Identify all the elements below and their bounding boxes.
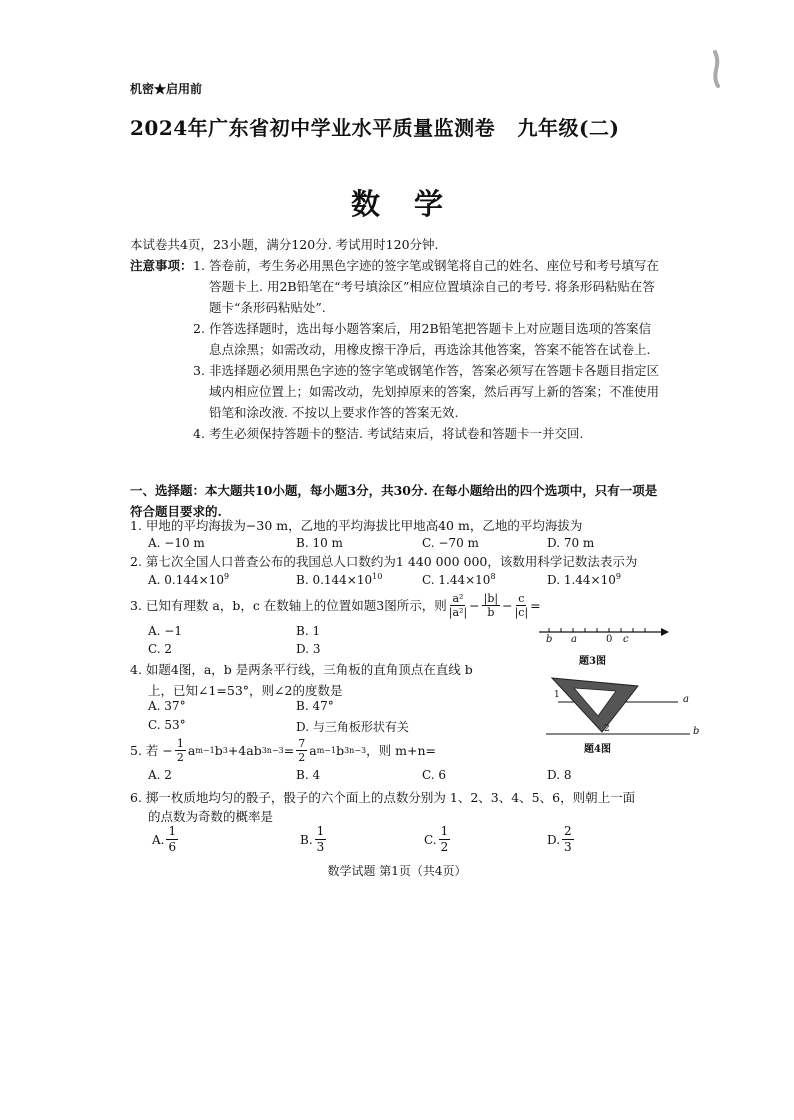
q2-a-exponent: 9 — [223, 572, 230, 581]
q2-c-base: C. 1.44×10 — [422, 573, 491, 587]
q6-a-numerator: 1 — [168, 824, 177, 838]
q3-f2-denominator: b — [487, 606, 495, 619]
q1-option-b: B. 10 m — [296, 536, 343, 550]
notes-label: 注意事项： — [130, 258, 193, 273]
q3-fraction-3 — [515, 592, 529, 619]
q4-figure-caption: 题4图 — [584, 744, 611, 755]
parallel-lines-triangle-diagram — [540, 672, 700, 756]
q1-option-d: D. 70 m — [547, 536, 595, 550]
note-item — [193, 318, 663, 360]
note-number: 3. — [193, 363, 205, 378]
q5-option-d: D. 8 — [547, 768, 572, 782]
q4-figure — [540, 672, 700, 756]
note-item — [193, 255, 663, 318]
exam-intro: 本试卷共4页，23小题，满分120分. 考试用时120分钟. — [130, 237, 439, 252]
q3-equals: = — [530, 598, 541, 613]
q2-c-exponent: 8 — [490, 572, 496, 581]
page-footer: 数学试题 第1页（共4页） — [327, 864, 467, 878]
question-3-stem — [130, 592, 541, 619]
q5-f1-numerator: 1 — [176, 737, 184, 750]
q3-f3-denominator: |c| — [514, 606, 529, 619]
note-text: 考生必须保持答题卡的整洁. 考试结束后，将试卷和答题卡一并交回. — [209, 426, 584, 441]
subject-title: 数学 — [350, 187, 477, 221]
q4-option-a: A. 37° — [148, 699, 186, 713]
scan-mark — [710, 50, 724, 88]
section-heading: 一、选择题：本大题共10小题，每小题3分，共30分. 在每小题给出的四个选项中，只有一项是符合题目要求的. — [130, 483, 658, 519]
q6-b-numerator: 1 — [316, 824, 325, 838]
q6-option-b-fraction — [315, 824, 327, 855]
q5-suffix: ，则 m+n= — [366, 743, 436, 758]
note-text: 作答选择题时，选出每小题答案后，用2B铅笔把答题卡上对应题目选项的答案信息点涂黑；如需改动，用橡皮擦干净后，再选涂其他答案，答案不能答在试卷上. — [209, 321, 652, 357]
q6-option-c — [424, 824, 452, 855]
q3-minus-2: − — [502, 598, 513, 613]
q5-prefix: 5. 若 − — [130, 743, 173, 758]
q5-equals: = — [283, 743, 295, 758]
question-4-stem-line-2: 上，已知∠1=53°，则∠2的度数是 — [148, 683, 343, 698]
q6-d-numerator: 2 — [564, 824, 572, 838]
q3-f3-numerator: c — [518, 592, 525, 605]
notes-list — [193, 255, 663, 444]
q5-fraction-2 — [296, 737, 307, 764]
q2-option-b — [296, 572, 382, 587]
q4-option-c: C. 53° — [148, 718, 186, 732]
q4-angle-1-label: 1 — [554, 690, 560, 700]
q5-plus-term: +4ab — [227, 743, 262, 758]
note-number: 4. — [193, 426, 205, 441]
q5-f2-denominator: 2 — [298, 751, 306, 764]
q6-option-d — [547, 824, 576, 855]
q5-option-a: A. 2 — [148, 768, 172, 782]
q5-term1-a-exponent: m−1 — [195, 746, 215, 755]
q4-option-b: B. 47° — [296, 699, 334, 713]
number-line-label-zero: 0 — [606, 634, 613, 645]
q3-f1-numerator: a² — [452, 592, 464, 605]
q2-a-base: A. 0.144×10 — [148, 573, 224, 587]
q3-fraction-2 — [482, 592, 500, 619]
q5-option-b: B. 4 — [296, 768, 321, 782]
q2-d-exponent: 9 — [615, 572, 621, 581]
q3-option-c: C. 2 — [148, 642, 173, 656]
q2-b-base: B. 0.144×10 — [296, 573, 373, 587]
q2-b-exponent: 10 — [372, 572, 383, 581]
q6-c-denominator: 2 — [440, 840, 449, 854]
q6-option-a — [152, 824, 180, 855]
q1-option-c: C. −70 m — [422, 536, 479, 550]
q2-d-base: D. 1.44×10 — [547, 573, 616, 587]
q5-term2-a-exponent: m−1 — [316, 746, 337, 755]
q5-plus-term-exponent: 3n−3 — [261, 746, 284, 755]
q6-option-d-fraction — [562, 824, 574, 855]
q3-stem-text: 3. 已知有理数 a，b，c 在数轴上的位置如题3图所示，则 — [130, 598, 447, 613]
q3-option-d: D. 3 — [296, 642, 321, 656]
q4-line-a-label: a — [683, 694, 689, 705]
question-6-stem-line-1: 6. 掷一枚质地均匀的骰子，骰子的六个面上的点数分别为 1、2、3、4、5、6，则朝上一面 — [130, 790, 636, 805]
q6-option-d-label: D. — [547, 832, 561, 847]
q1-option-a: A. −10 m — [148, 536, 205, 550]
q2-option-d — [547, 572, 621, 587]
q6-option-a-fraction — [166, 824, 178, 855]
q3-f1-denominator: |a²| — [448, 606, 468, 619]
q5-term2-b-exponent: 3n−3 — [344, 746, 367, 755]
q6-a-denominator: 6 — [168, 840, 177, 854]
question-1-stem: 1. 甲地的平均海拔为−30 m，乙地的平均海拔比甲地高40 m，乙地的平均海拔为 — [130, 518, 583, 533]
question-4-stem-line-1: 4. 如题4图，a，b 是两条平行线，三角板的直角顶点在直线 b — [130, 662, 473, 677]
q4-option-d: D. 与三角板形状有关 — [296, 720, 409, 734]
q6-option-b — [300, 824, 328, 855]
note-text: 答卷前，考生务必用黑色字迹的签字笔或钢笔将自己的姓名、座位号和考号填写在答题卡上. 用2B铅笔在“考号填涂区”相应位置填涂自己的考号. 将条形码粘贴在答题卡“条形码粘贴处”. — [209, 258, 660, 315]
q5-term2-a: a — [309, 743, 317, 758]
q3-f2-numerator: |b| — [483, 592, 499, 605]
note-number: 2. — [193, 321, 205, 336]
q6-option-b-label: B. — [300, 832, 313, 847]
q3-fraction-1 — [449, 592, 467, 619]
q5-term1-b-exponent: 3 — [222, 746, 228, 755]
q5-option-c: C. 6 — [422, 768, 447, 782]
q5-f1-denominator: 2 — [176, 751, 184, 764]
q3-minus-1: − — [469, 598, 480, 613]
q3-option-a: A. −1 — [148, 624, 182, 638]
q6-option-c-label: C. — [424, 832, 437, 847]
q6-d-denominator: 3 — [564, 840, 572, 854]
question-6-stem-line-2: 的点数为奇数的概率是 — [148, 809, 274, 824]
q6-b-denominator: 3 — [316, 840, 325, 854]
note-number: 1. — [193, 258, 205, 273]
q5-fraction-1 — [175, 737, 186, 764]
q2-option-c — [422, 572, 496, 587]
q3-figure-caption: 题3图 — [579, 656, 606, 667]
q3-figure — [535, 622, 670, 670]
q4-line-b-label: b — [693, 726, 700, 737]
q5-term1-a: a — [187, 743, 196, 758]
number-line-label-a: a — [571, 634, 577, 645]
q2-option-a — [148, 572, 229, 587]
q5-term2-b: b — [336, 743, 345, 758]
q3-option-b: B. 1 — [296, 624, 321, 638]
number-line-label-c: c — [623, 634, 629, 645]
note-item — [193, 360, 663, 423]
q6-option-a-label: A. — [152, 832, 165, 847]
note-text: 非选择题必须用黑色字迹的签字笔或钢笔作答，答案必须写在答题卡各题目指定区域内相应位置上；如需改动，先划掉原来的答案，然后再写上新的答案；不准使用铅笔和涂改液. 不按以上要求作答的答案无效. — [209, 363, 660, 420]
q5-term1-b: b — [214, 743, 223, 758]
question-2-stem: 2. 第七次全国人口普查公布的我国总人口数约为1 440 000 000，该数用科学记数法表示为 — [130, 554, 638, 569]
q6-c-numerator: 1 — [440, 824, 449, 838]
number-line-label-b: b — [546, 634, 553, 645]
exam-title: 2024年广东省初中学业水平质量监测卷 九年级(二) — [130, 116, 620, 140]
confidential-label: 机密★启用前 — [130, 82, 203, 96]
note-item — [193, 423, 663, 444]
q5-f2-numerator: 7 — [298, 737, 306, 750]
question-5-stem — [130, 737, 436, 764]
q6-option-c-fraction — [439, 824, 451, 855]
q4-angle-2-label: 2 — [604, 724, 610, 734]
